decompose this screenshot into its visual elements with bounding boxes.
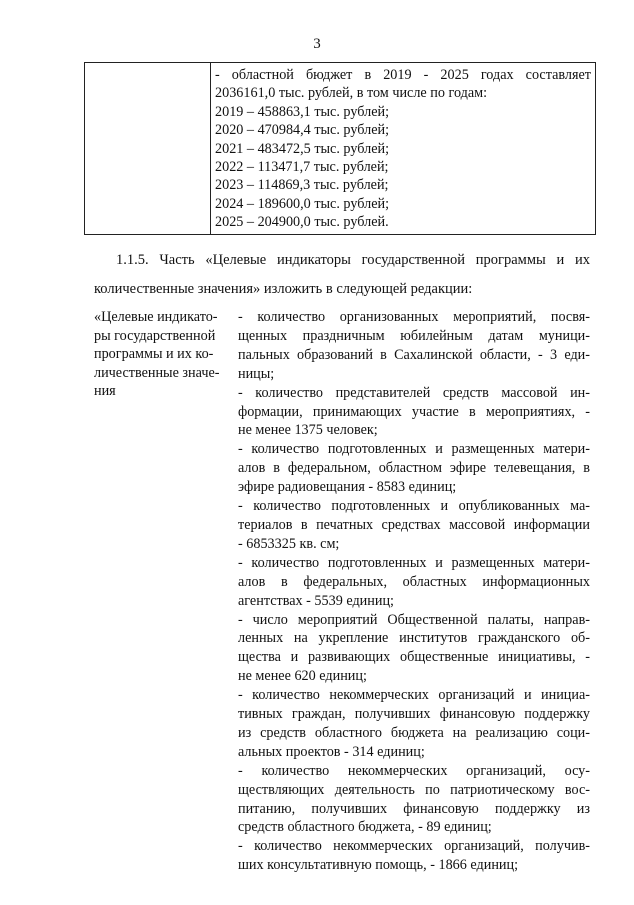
indicator-line: - количество подготовленных и опубликованных ма- bbox=[238, 498, 590, 515]
budget-line: - областной бюджет в 2019 - 2025 годах составляет bbox=[215, 67, 591, 83]
budget-table bbox=[84, 62, 596, 235]
indicator-line: не менее 1375 человек; bbox=[238, 422, 378, 439]
indicator-line: - количество некоммерческих организаций, получив- bbox=[238, 838, 590, 855]
indicator-line: щенных праздничным юбилейным датам муници- bbox=[238, 327, 590, 344]
indicator-line: средств областного бюджета, - 89 единиц; bbox=[238, 819, 492, 836]
indicator-line: ницы; bbox=[238, 365, 275, 382]
budget-year-line: 2019 – 458863,1 тыс. рублей; bbox=[215, 103, 390, 120]
budget-line: 2036161,0 тыс. рублей, в том числе по годам: bbox=[215, 85, 488, 102]
budget-year-line: 2025 – 204900,0 тыс. рублей. bbox=[215, 214, 389, 231]
indicator-line: - количество подготовленных и размещенных матери- bbox=[238, 554, 590, 571]
indicator-line: щества и развивающих общественные инициативы, - bbox=[238, 649, 590, 666]
indicator-line: тивных граждан, получивших финансовую поддержку bbox=[238, 706, 590, 723]
indicator-line: - количество некоммерческих организаций и инициа- bbox=[238, 687, 590, 704]
budget-table-content-cell bbox=[211, 63, 596, 235]
indicator-line: не менее 620 единиц; bbox=[238, 668, 367, 685]
section-line: количественные значения» изложить в следующей редакции: bbox=[94, 281, 473, 297]
indicator-line: из средств областного бюджета на реализацию соци- bbox=[238, 724, 590, 741]
indicators-list bbox=[238, 308, 590, 875]
indicator-line: - число мероприятий Общественной палаты, направ- bbox=[238, 611, 590, 628]
section-paragraph bbox=[94, 246, 590, 304]
indicator-line: ществляющих деятельность по патриотическому вос- bbox=[238, 781, 590, 798]
label-line: ры государственной bbox=[94, 327, 216, 344]
label-line: личественные значе- bbox=[94, 364, 220, 381]
budget-table-empty-cell bbox=[85, 63, 211, 235]
budget-year-line: 2020 – 470984,4 тыс. рублей; bbox=[215, 122, 390, 139]
budget-year-line: 2023 – 114869,3 тыс. рублей; bbox=[215, 177, 389, 194]
indicator-line: алов в федеральных, областных информационных bbox=[238, 573, 590, 590]
indicator-line: агентствах - 5539 единиц; bbox=[238, 592, 394, 609]
label-line: программы и их ко- bbox=[94, 346, 214, 363]
section-line: 1.1.5. Часть «Целевые индикаторы государственной программы и их bbox=[116, 252, 590, 268]
budget-year-line: 2022 – 113471,7 тыс. рублей; bbox=[215, 159, 389, 176]
budget-year-line: 2021 – 483472,5 тыс. рублей; bbox=[215, 140, 390, 157]
indicator-line: - количество представителей средств массовой ин- bbox=[238, 384, 590, 401]
indicators-label bbox=[94, 308, 232, 401]
indicator-line: териалов в печатных средствах массовой информации bbox=[238, 516, 590, 533]
label-line: ния bbox=[94, 383, 116, 400]
indicator-line: эфире радиовещания - 8583 единиц; bbox=[238, 479, 457, 496]
indicator-line: алов в федеральном, областном эфире телевещания, в bbox=[238, 460, 590, 477]
indicator-line: - 6853325 кв. см; bbox=[238, 535, 340, 552]
budget-year-line: 2024 – 189600,0 тыс. рублей; bbox=[215, 195, 390, 212]
indicator-line: питанию, получивших финансовую поддержку из bbox=[238, 800, 590, 817]
indicator-line: - количество организованных мероприятий, посвя- bbox=[238, 309, 590, 325]
indicator-line: - количество некоммерческих организаций, осу- bbox=[238, 762, 590, 779]
indicator-line: ленных на укрепление институтов гражданского об- bbox=[238, 630, 590, 647]
indicator-line: - количество подготовленных и размещенных матери- bbox=[238, 441, 590, 458]
indicator-line: формации, принимающих участие в мероприятиях, - bbox=[238, 403, 590, 420]
page-number: 3 bbox=[313, 36, 321, 52]
label-line: «Целевые индикато- bbox=[94, 309, 218, 325]
indicator-line: ших консультативную помощь, - 1866 единиц; bbox=[238, 857, 519, 874]
indicator-line: альных проектов - 314 единиц; bbox=[238, 743, 425, 760]
indicator-line: пальных образований в Сахалинской области, - 3 еди- bbox=[238, 346, 590, 363]
